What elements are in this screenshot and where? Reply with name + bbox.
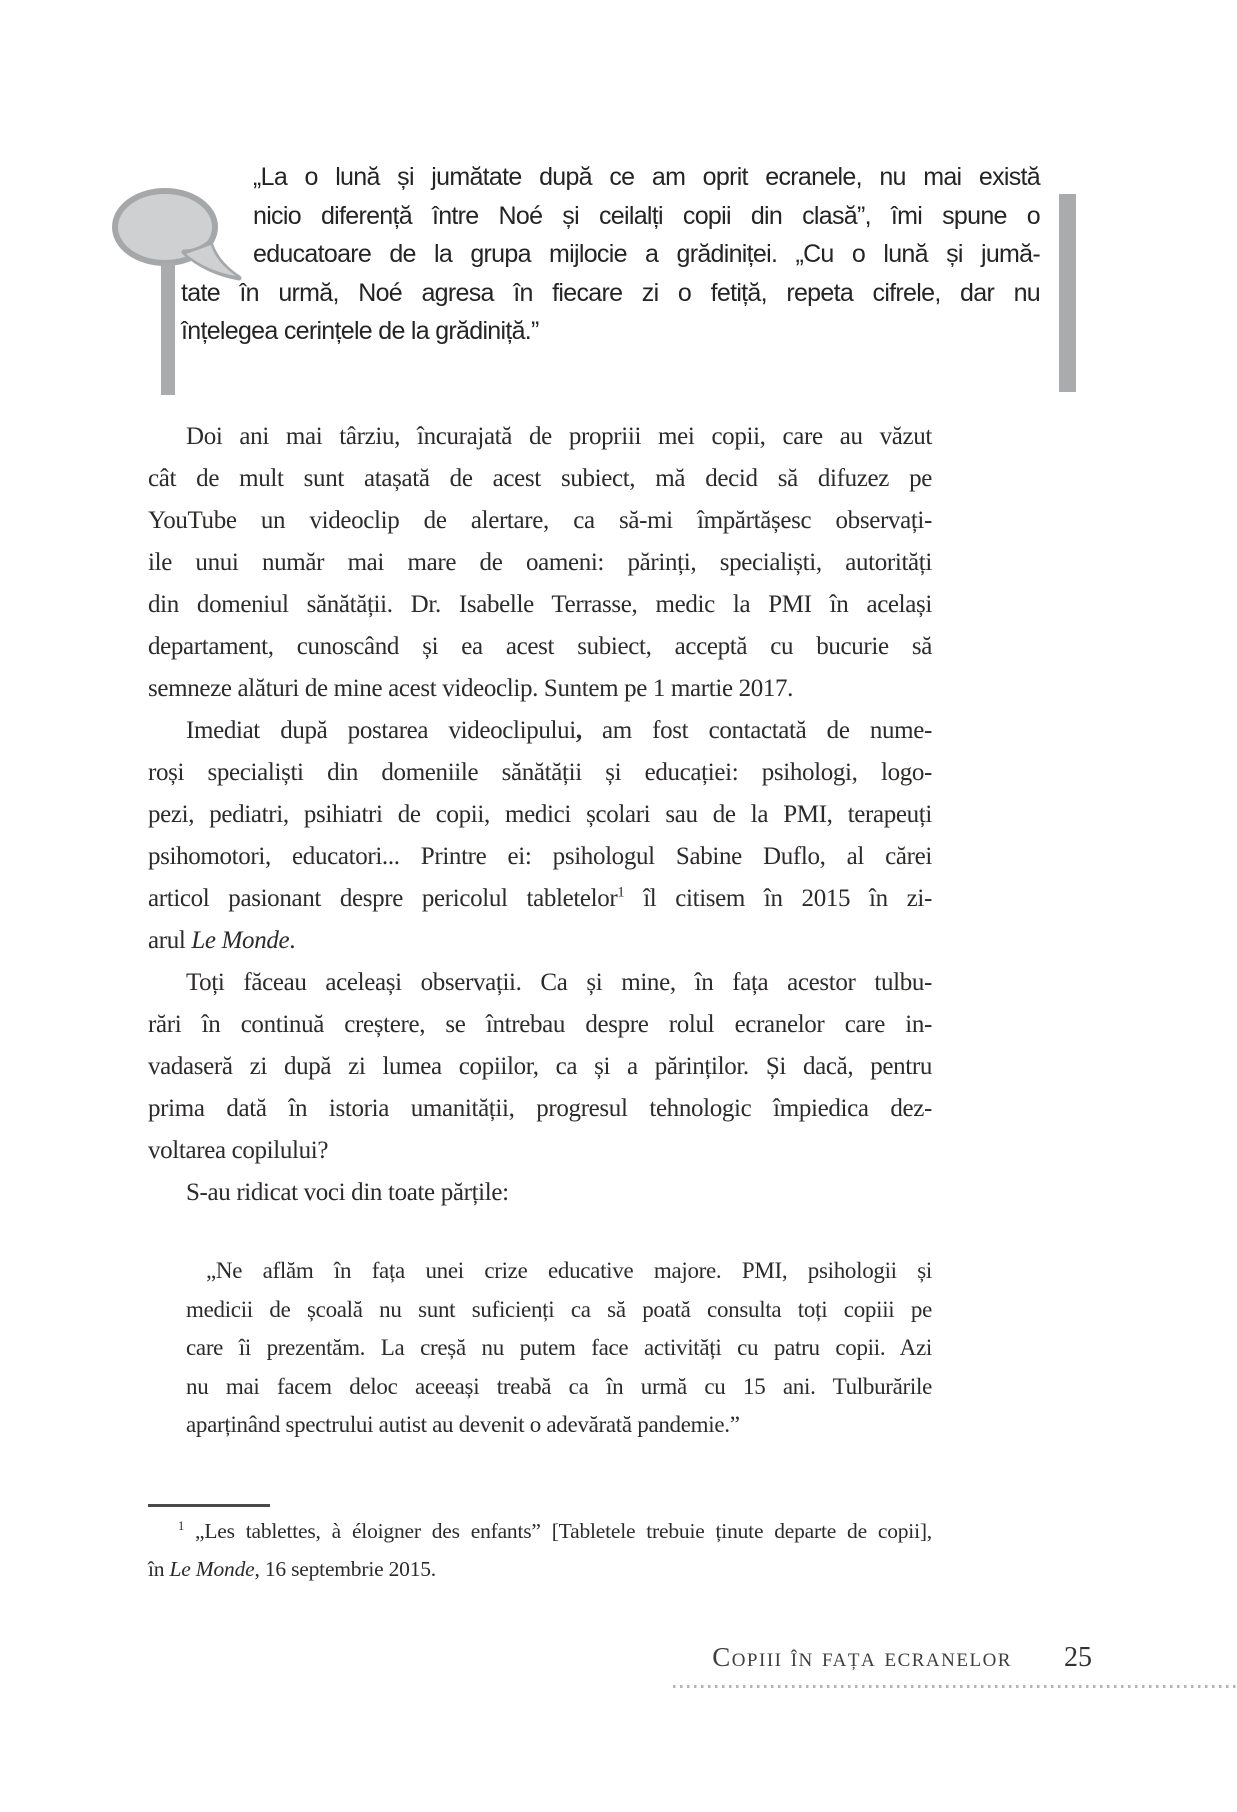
text-line: semneze alături de mine acest videoclip. Suntem pe 1 martie 2017. [148,675,794,702]
text-line: nu mai facem deloc aceeași treabă ca în urmă cu 15 ani. Tulburările [186,1373,932,1399]
text-line: prima dată în istoria umanității, progresul tehnologic împiedica dez- [148,1095,932,1122]
text-line: departament, cunoscând și ea acest subiect, acceptă cu bucurie să [148,633,932,660]
footnote-rule [148,1504,270,1507]
speech-bubble-icon [112,188,244,284]
quote-left-bar [161,263,175,395]
text-line: cât de mult sunt atașată de acest subiect, mă decid să difuzez pe [148,465,932,492]
text-line: roși specialiști din domeniile sănătății și educației: psihologi, logo- [148,759,932,786]
text-line: Doi ani mai târziu, încurajată de propriii mei copii, care au văzut [186,423,932,450]
text-line: $^1$ „Les tablettes, à éloigner des enfants” [Tabletele trebuie ținute departe de copii], [178,1518,932,1543]
body-text [148,416,932,1214]
text-line: Toți făceau aceleași observații. Ca și mine, în fața acestor tulbu- [186,969,932,996]
text-line: din domeniul sănătății. Dr. Isabelle Terrasse, medic la PMI în același [148,591,932,618]
text-line: S-au ridicat voci din toate părțile: [186,1179,509,1206]
dotted-separator [673,1685,1237,1688]
pull-quote-text [181,158,1040,351]
block-quote [186,1252,932,1445]
running-head: Copiii în fața ecranelor [712,1642,1012,1672]
page-footer [148,1642,1092,1674]
pull-quote [181,158,1040,351]
text-line: voltarea copilului? [148,1137,329,1164]
footnote-text [148,1512,932,1588]
text-line: rări în continuă creștere, se întrebau despre rolul ecranelor care in- [148,1011,932,1038]
text-line: pezi, pediatri, psihiatri de copii, medici școlari sau de la PMI, terapeuți [148,801,932,828]
text-line: articol pasionant despre pericolul tabletelor$^1$ îl citisem în 2015 în zi- [148,884,932,912]
quote-right-bar [1059,194,1076,392]
text-line: YouTube un videoclip de alertare, ca să-mi împărtășesc observați- [148,507,932,534]
text-line: Imediat după postarea videoclipului, am fost contactată de nume- [186,717,932,744]
text-line: nicio diferență între Noé și ceilalți copii din clasă”, îmi spune o [253,201,1040,230]
text-line: educatoare de la grupa mijlocie a grădiniței. „Cu o lună și jumă- [253,240,1040,268]
text-line: ile unui număr mai mare de oameni: părinți, specialiști, autorități [148,549,932,576]
text-line: aparținând spectrului autist au devenit o adevărată pandemie.” [186,1412,740,1437]
text-line: tate în urmă, Noé agresa în fiecare zi o fetiță, repeta cifrele, dar nu [181,278,1040,307]
text-line: arul Le Monde. [148,927,296,954]
text-line: vadaseră zi după zi lumea copiilor, ca și a părinților. Și dacă, pentru [148,1053,932,1080]
page-number: 25 [1064,1642,1092,1673]
text-line: „Ne aflăm în fața unei crize educative majore. PMI, psihologii și [206,1258,932,1283]
text-line: înțelegea cerințele de la grădiniță.” [181,317,539,345]
text-line: care îi prezentăm. La creșă nu putem face activități cu patru copii. Azi [186,1335,932,1360]
text-line: „La o lună și jumătate după ce am oprit ecranele, nu mai există [253,163,1040,191]
text-line: medicii de școală nu sunt suficienți ca să poată consulta toți copiii pe [186,1296,932,1322]
text-line: în Le Monde, 16 septembrie 2015. [148,1557,436,1581]
text-line: psihomotori, educatori... Printre ei: psihologul Sabine Duflo, al cărei [148,843,932,870]
